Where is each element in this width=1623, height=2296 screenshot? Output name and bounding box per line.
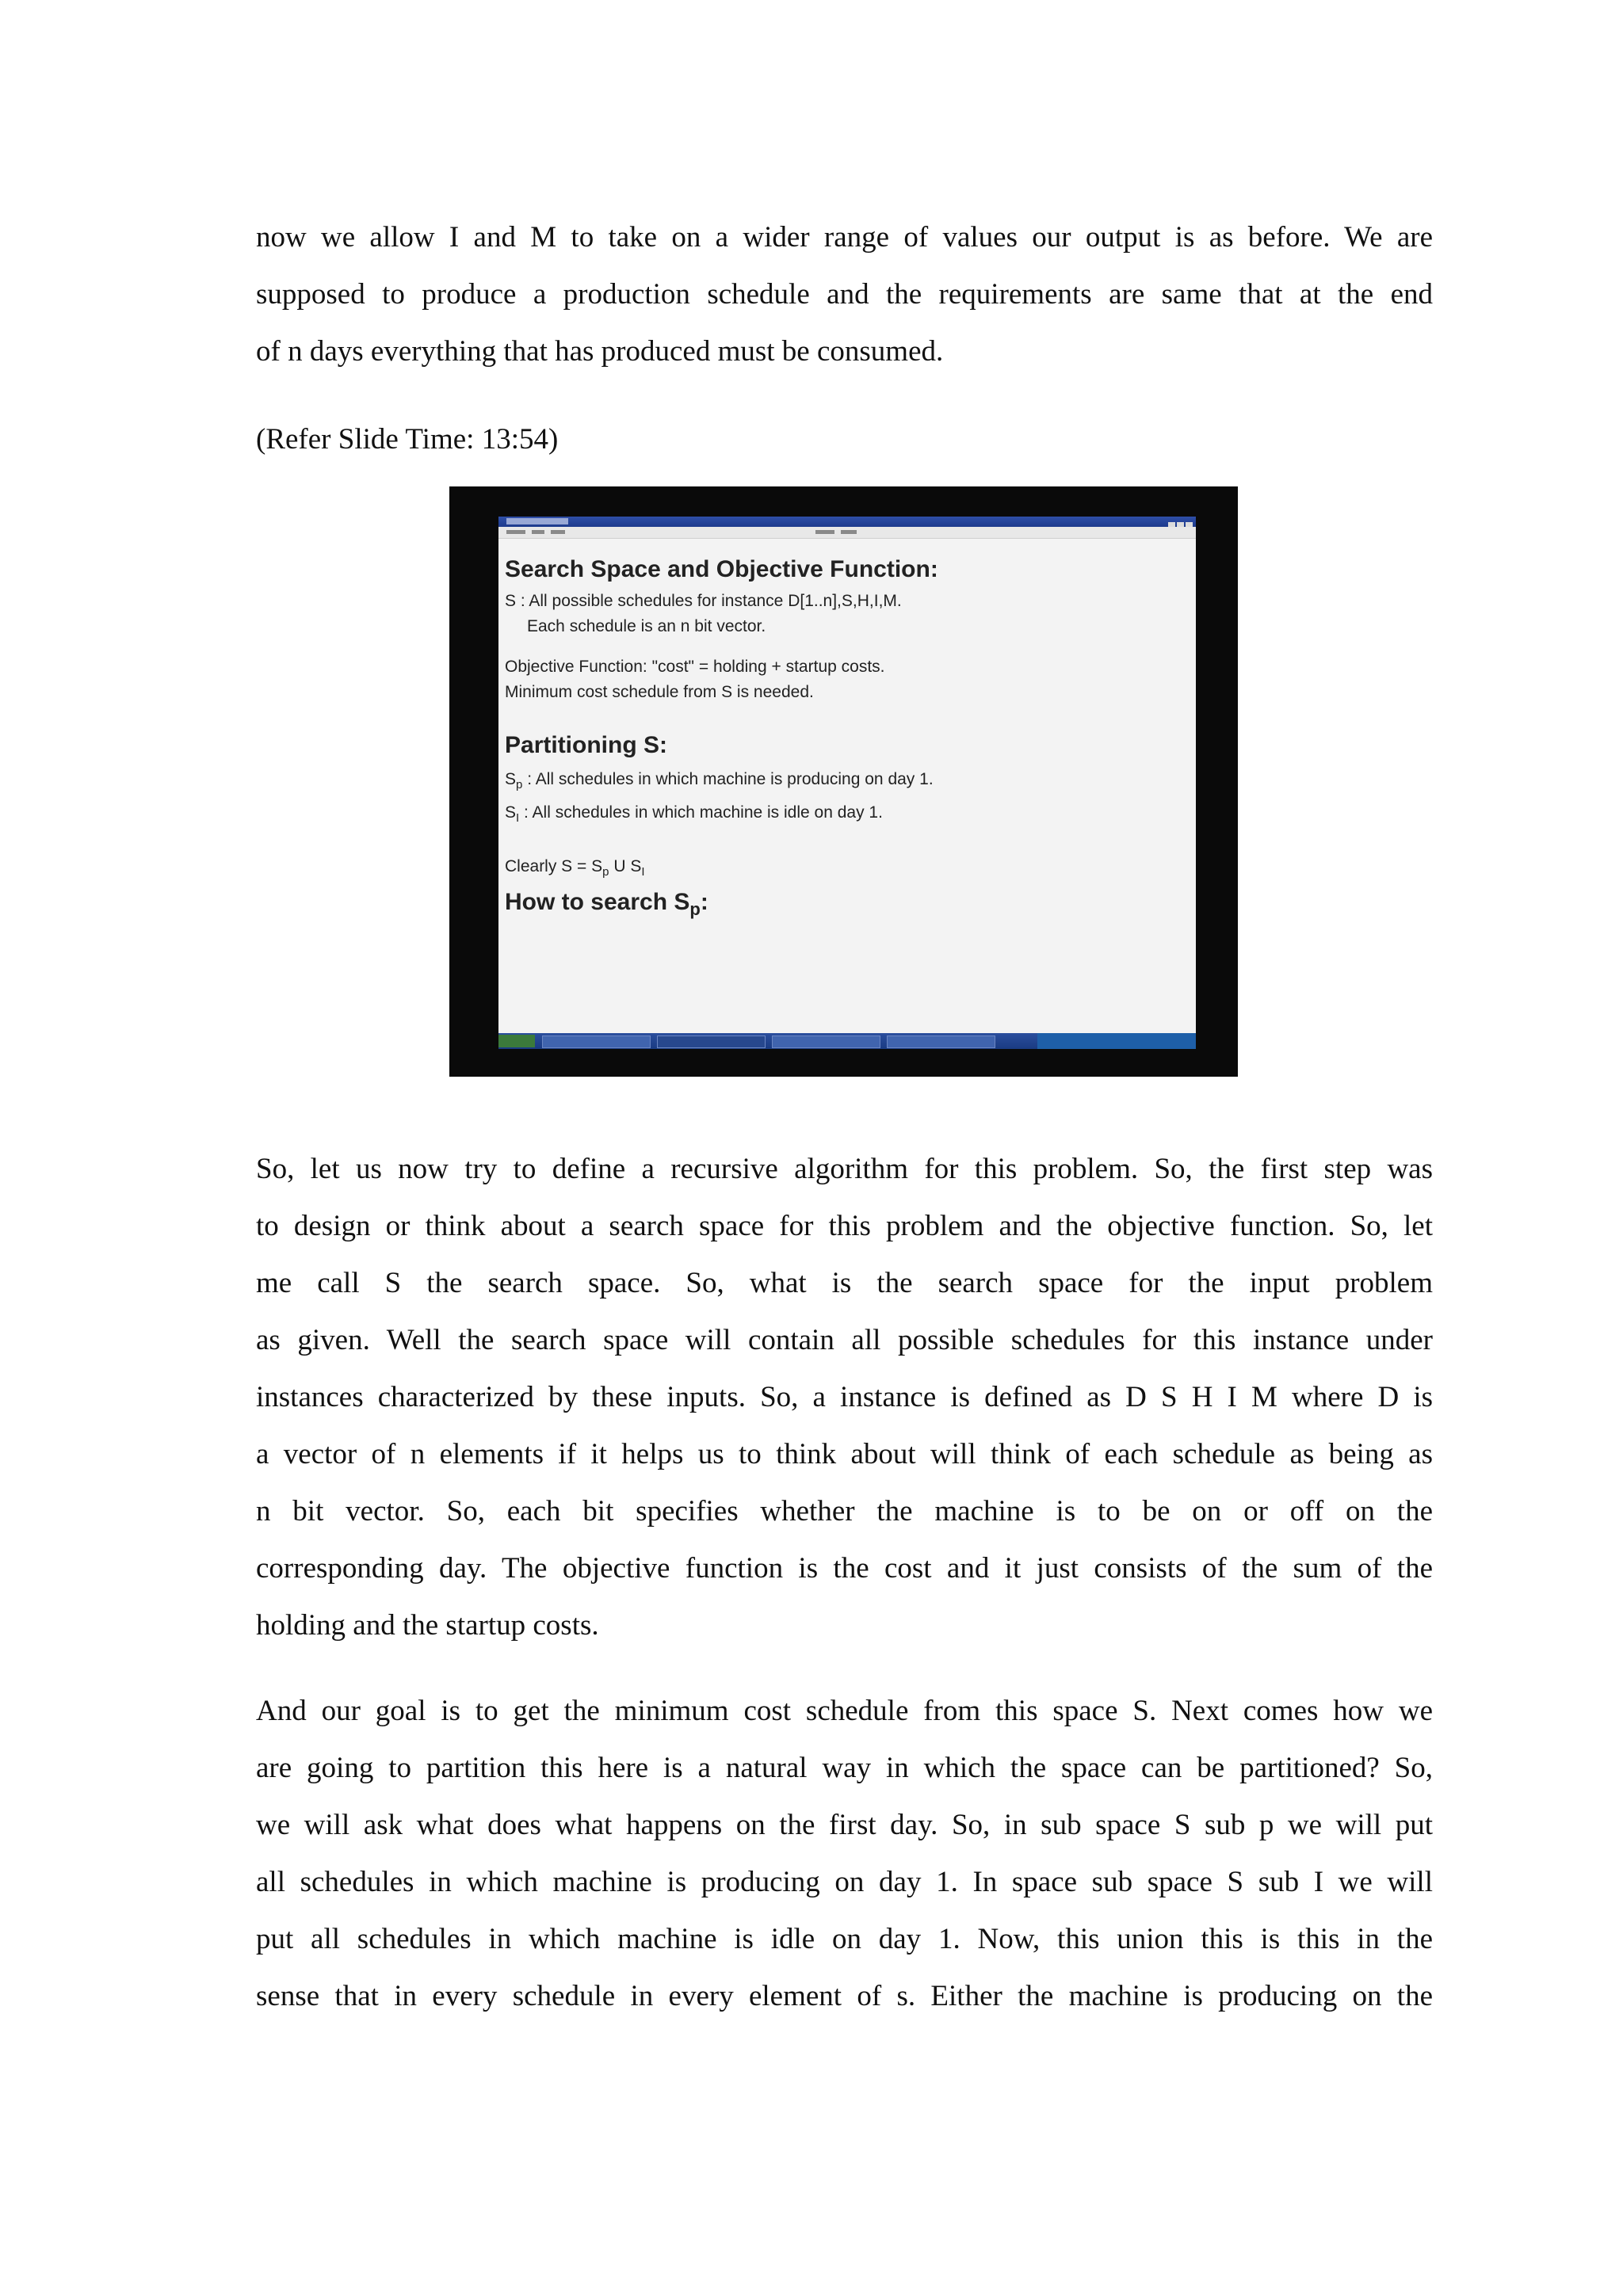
paragraph-line: put all schedules in which machine is idle on day 1. Now, this union this is this in the	[256, 1923, 1433, 1955]
slide-text: Minimum cost schedule from S is needed.	[505, 683, 814, 701]
slide-text: $S_p$ : All schedules in which machine is producing on day 1.	[505, 770, 934, 792]
start-button	[498, 1035, 535, 1047]
slide-text: Each schedule is an n bit vector.	[527, 617, 766, 635]
slide-text: Objective Function: "cost" = holding + startup costs.	[505, 658, 885, 676]
taskbar	[498, 1033, 1196, 1049]
window-titlebar	[498, 517, 1196, 527]
slide-text: S : All possible schedules for instance D[1..n],S,H,I,M.	[505, 592, 902, 610]
slide-heading: Search Space and Objective Function:	[505, 556, 938, 582]
slide-screenshot	[449, 486, 1238, 1077]
slide-text: $S_I$ : All schedules in which machine is idle on day 1.	[505, 803, 883, 826]
slide-reference: (Refer Slide Time: 13:54)	[256, 423, 559, 456]
paragraph-line: as given. Well the search space will contain all possible schedules for this instance under	[256, 1324, 1433, 1356]
paragraph-line: instances characterized by these inputs. So, a instance is defined as D S H I M where D is	[256, 1381, 1433, 1413]
slide-content	[505, 548, 1188, 1025]
paragraph-line: all schedules in which machine is producing on day 1. In space sub space S sub I we will	[256, 1866, 1433, 1898]
paragraph-line: sense that in every schedule in every element of s. Either the machine is producing on the	[256, 1980, 1433, 2012]
paragraph-line: n bit vector. So, each bit specifies whether the machine is to be on or off on the	[256, 1495, 1433, 1527]
slide-heading: Partitioning S:	[505, 732, 667, 758]
paragraph-line: are going to partition this here is a natural way in which the space can be partitioned? So,	[256, 1752, 1433, 1784]
paragraph-line: And our goal is to get the minimum cost schedule from this space S. Next comes how we	[256, 1695, 1433, 1727]
paragraph-1	[256, 209, 1433, 380]
paragraph-line: corresponding day. The objective function is the cost and it just consists of the sum of the	[256, 1552, 1433, 1585]
slide-window	[498, 517, 1196, 1049]
paragraph-line: we will ask what does what happens on the first day. So, in sub space S sub p we will put	[256, 1809, 1433, 1841]
window-menubar	[498, 527, 1196, 539]
paragraph-2	[256, 1141, 1433, 1654]
paragraph-line: supposed to produce a production schedule and the requirements are same that at the end	[256, 278, 1433, 311]
paragraph-line: a vector of n elements if it helps us to think about will think of each schedule as being as	[256, 1438, 1433, 1470]
paragraph-line: now we allow I and M to take on a wider range of values our output is as before. We are	[256, 221, 1433, 254]
paragraph-line: to design or think about a search space for this problem and the objective function. So, let	[256, 1210, 1433, 1242]
paragraph-line: me call S the search space. So, what is the search space for the input problem	[256, 1267, 1433, 1299]
paragraph-line: So, let us now try to define a recursive algorithm for this problem. So, the first step was	[256, 1153, 1433, 1185]
slide-text: Clearly $S = S_p$ U $S_I$	[505, 857, 645, 879]
paragraph-line: of n days everything that has produced must be consumed.	[256, 335, 944, 368]
paragraph-line: holding and the startup costs.	[256, 1609, 599, 1642]
paragraph-3	[256, 1683, 1433, 2025]
slide-heading: How to search $S_p$:	[505, 889, 708, 919]
system-tray	[1037, 1033, 1196, 1049]
